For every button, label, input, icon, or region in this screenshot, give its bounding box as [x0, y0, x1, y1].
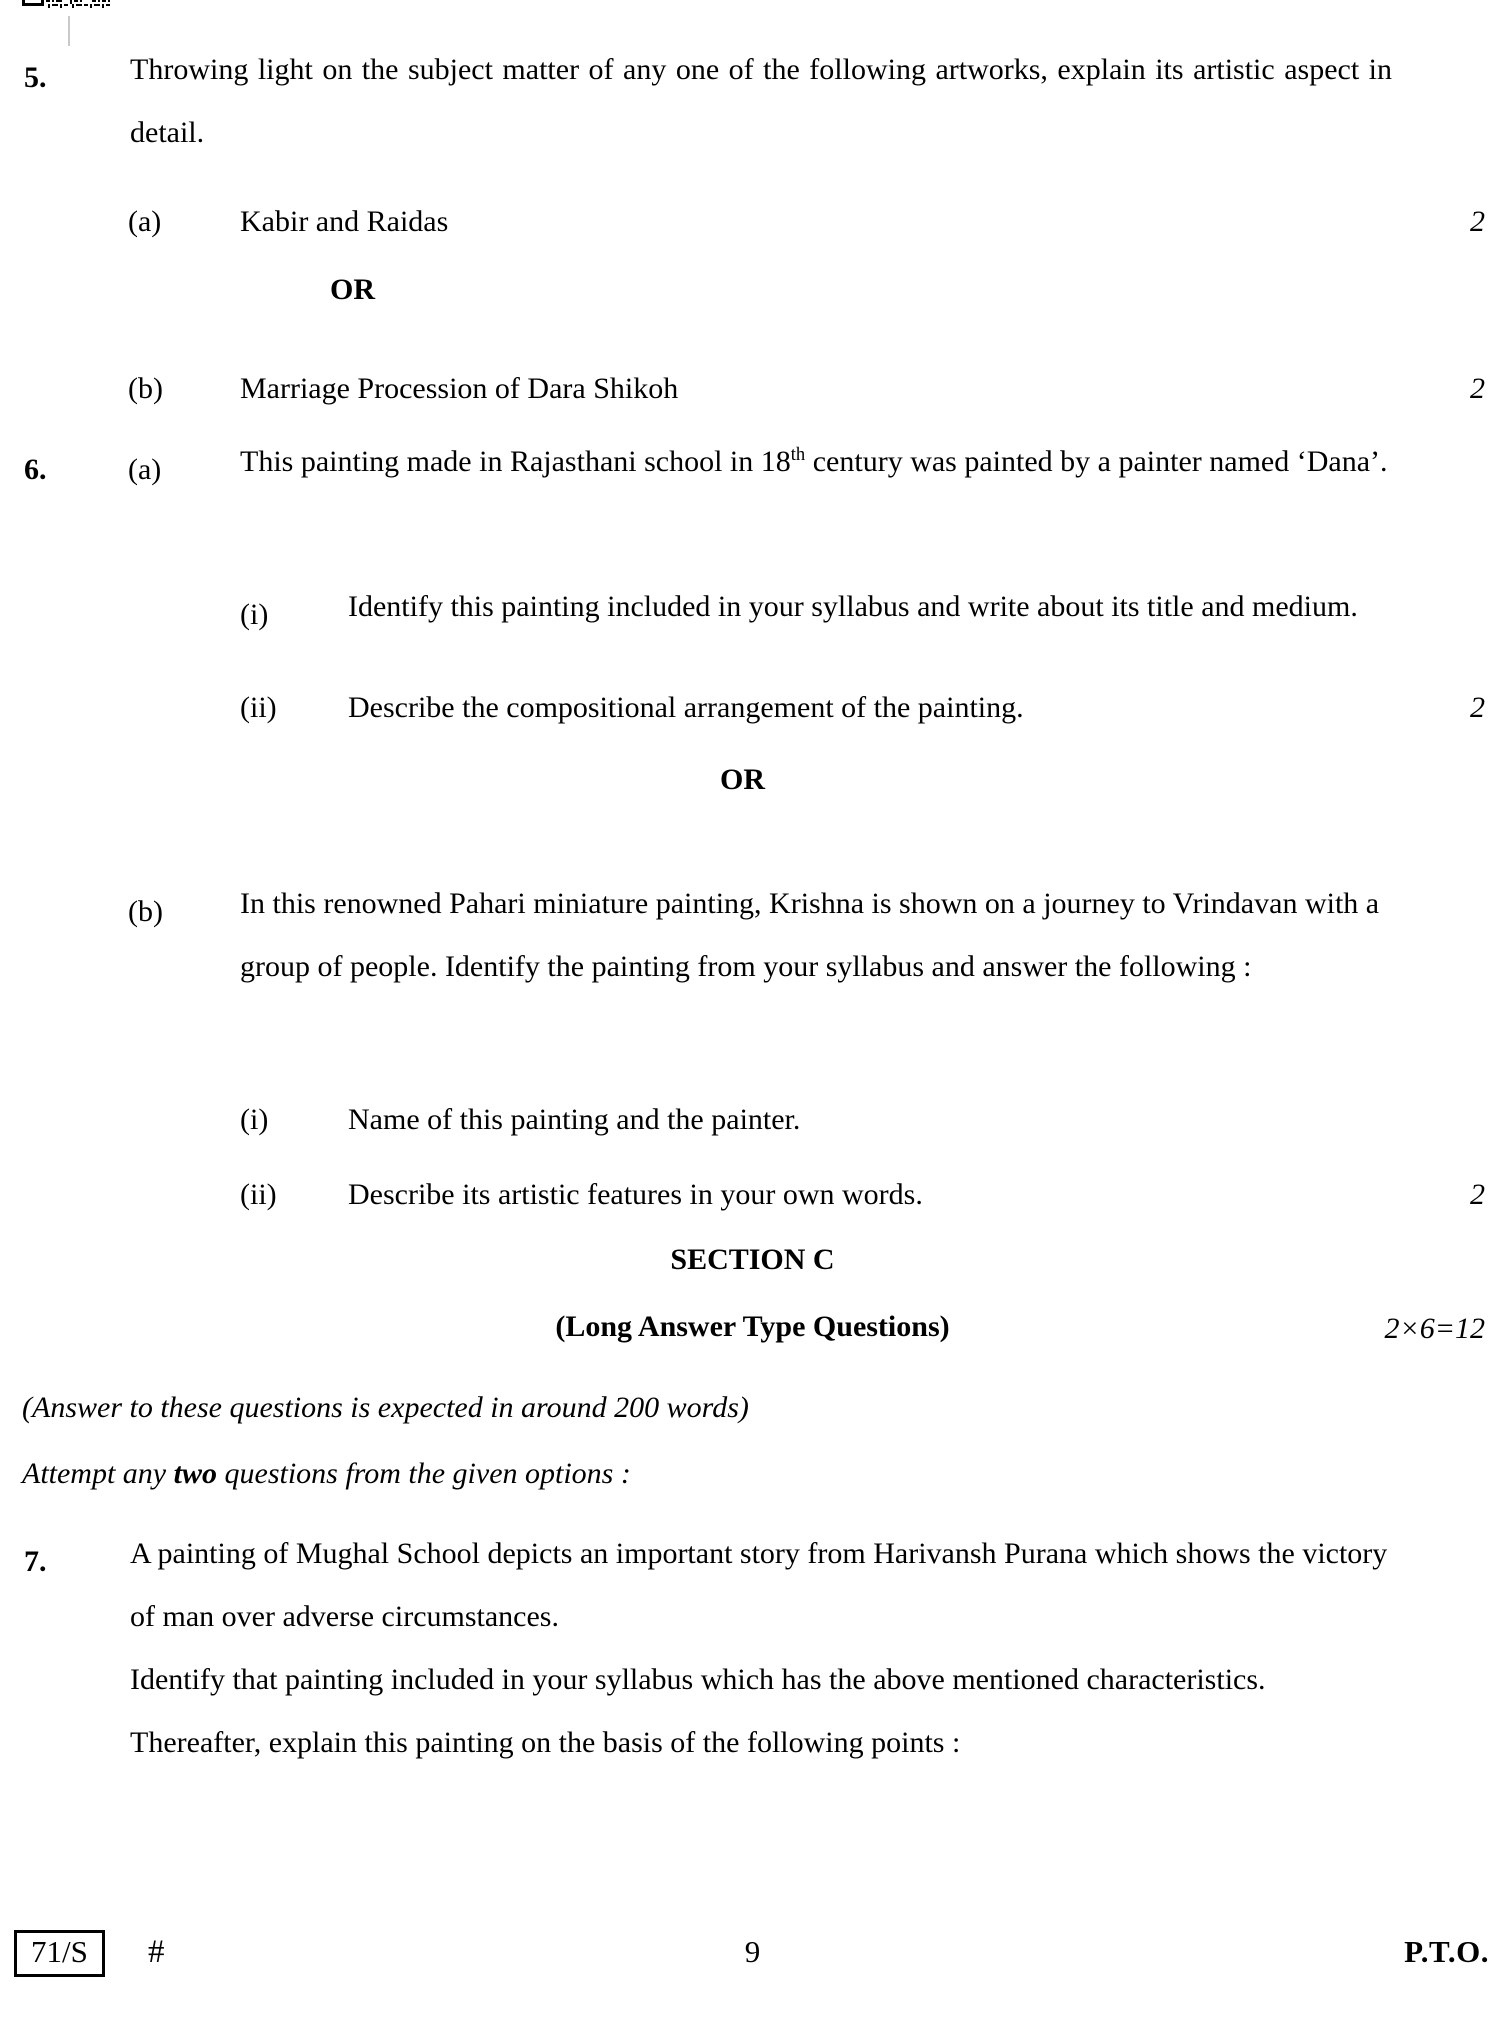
- question-5-number: 5.: [24, 61, 47, 94]
- question-6-part-b: [0, 887, 1505, 1211]
- section-c-subtitle-row: [0, 1310, 1505, 1345]
- question-5-option-a-text: Kabir and Raidas: [240, 205, 449, 238]
- question-6-number: 6.: [24, 453, 47, 486]
- question-6-part-b-text: In this renowned Pahari miniature painting, Krishna is shown on a journey to Vrindavan with a group of people. Identify the painting from your syllabus and answer the following :: [240, 887, 1380, 983]
- page-number: 9: [744, 1934, 761, 1969]
- question-5-option-a-marks: 2: [1470, 205, 1485, 238]
- paper-code-box: 71/S: [14, 1930, 105, 1977]
- question-6b-subpart-i-marker: (i): [240, 1103, 269, 1136]
- question-6-part-a-marker: (a): [128, 453, 162, 486]
- question-7-paragraph-2: Identify that painting included in your syllabus which has the above mentioned characteristics. Thereafter, explain this painting on the basis of the following points :: [130, 1663, 1266, 1759]
- question-6-part-a-text: [240, 430, 1392, 493]
- question-7-number: 7.: [24, 1545, 47, 1578]
- question-5-or-label: OR: [330, 273, 375, 306]
- page-footer: [0, 1930, 1505, 2000]
- section-c-subtitle: (Long Answer Type Questions): [555, 1310, 950, 1343]
- question-7-paragraph-1: A painting of Mughal School depicts an important story from Harivansh Purana which shows the victory of man over adverse circumstances.: [130, 1537, 1388, 1633]
- question-6a-subpart-ii-marks: 2: [1470, 691, 1485, 724]
- question-5-option-b-text: Marriage Procession of Dara Shikoh: [240, 372, 679, 405]
- question-6a-subpart-ii-text: Describe the compositional arrangement of the painting.: [348, 691, 1024, 724]
- attempt-note-count: two: [173, 1457, 217, 1490]
- question-6a-subpart-i-text: Identify this painting included in your syllabus and write about its title and medium.: [348, 590, 1358, 623]
- attempt-note-suffix: questions from the given options :: [217, 1457, 631, 1490]
- question-5-stem: Throwing light on the subject matter of any one of the following artworks, explain its artistic aspect in detail.: [130, 53, 1392, 149]
- question-6-part-a-text-before: This painting made in Rajasthani school in 18: [240, 445, 791, 478]
- question-5-option-a-marker: (a): [128, 205, 162, 238]
- question-5-option-b-marker: (b): [128, 372, 163, 405]
- qr-code-tail: [68, 16, 70, 46]
- hash-mark: #: [148, 1934, 165, 1970]
- question-6-part-a-text-after: century was painted by a painter named ‘Dana’.: [805, 445, 1388, 478]
- question-5-option-b-marks: 2: [1470, 372, 1485, 405]
- question-6-ordinal-superscript: th: [790, 444, 806, 465]
- question-6a-subpart-ii-marker: (ii): [240, 691, 277, 724]
- question-6-part-b-marker: (b): [128, 895, 163, 928]
- question-6-or-label: OR: [720, 763, 765, 796]
- question-6b-subpart-ii-text: Describe its artistic features in your own words.: [348, 1178, 923, 1211]
- pto-label: P.T.O.: [1404, 1934, 1489, 1969]
- question-6b-subpart-ii-marks: 2: [1470, 1178, 1485, 1211]
- question-6: [0, 444, 1505, 724]
- question-7: [0, 1537, 1505, 1860]
- question-6b-subpart-i-text: Name of this painting and the painter.: [348, 1103, 801, 1136]
- question-5-option-b-row: [0, 364, 1505, 424]
- section-c-title: SECTION C: [670, 1243, 835, 1276]
- attempt-note-prefix: Attempt any: [22, 1457, 174, 1490]
- section-c-attempt-note: [22, 1459, 631, 1489]
- section-c-word-limit-note: (Answer to these questions is expected in around 200 words): [22, 1391, 749, 1424]
- question-6a-subpart-i-marker: (i): [240, 598, 269, 631]
- question-6b-subpart-ii-marker: (ii): [240, 1178, 277, 1211]
- section-c-marks-formula: 2×6=12: [1384, 1312, 1485, 1345]
- question-5: [0, 53, 1505, 306]
